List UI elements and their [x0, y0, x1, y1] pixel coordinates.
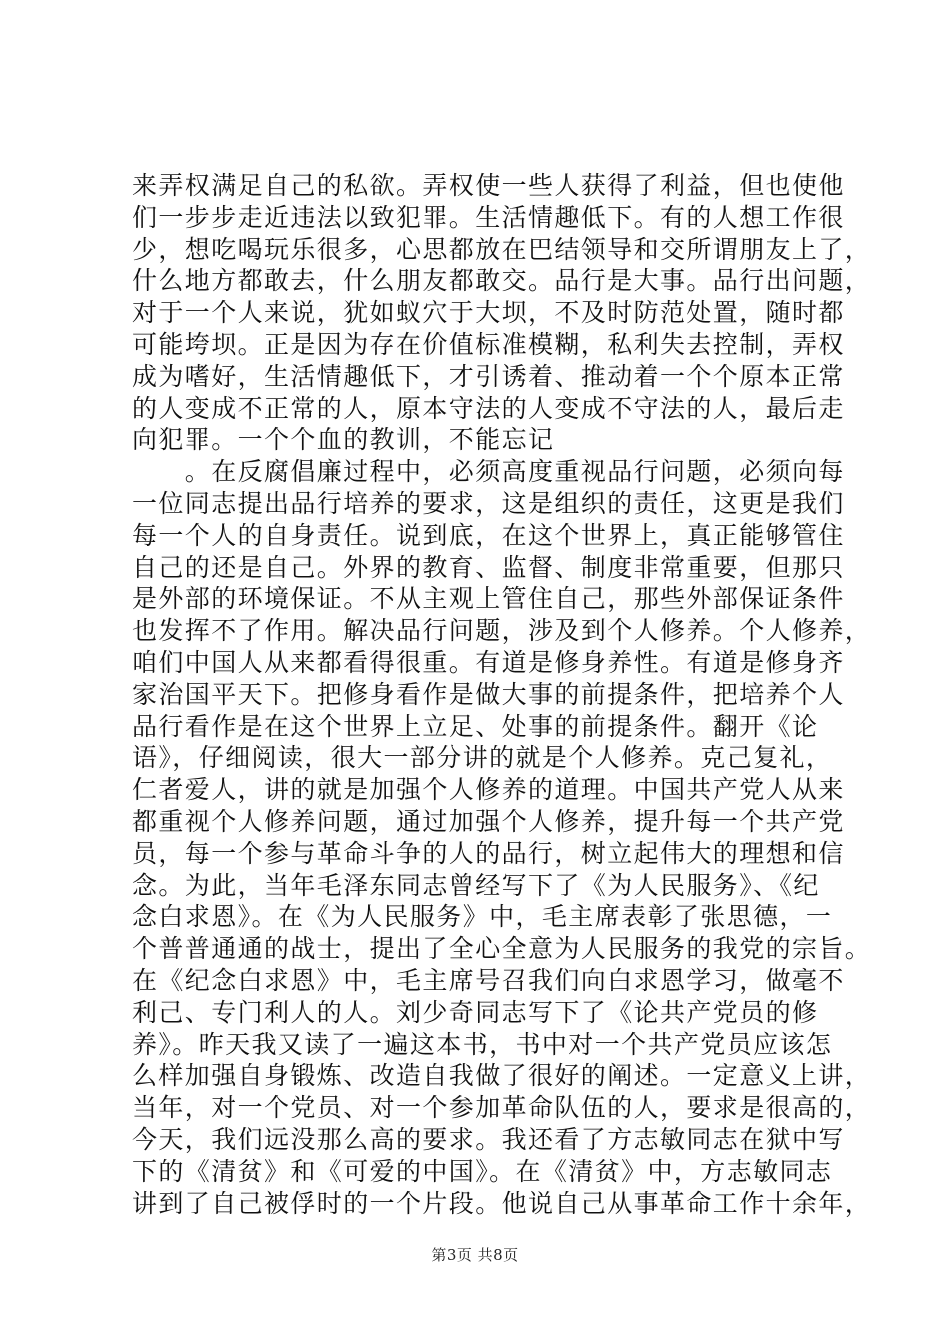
page-number-footer: 第3页 共8页: [431, 1246, 519, 1264]
text-line: 一位同志提出品行培养的要求，这是组织的责任，这更是我们: [132, 488, 845, 518]
text-line: 也发挥不了作用。解决品行问题，涉及到个人修养。个人修养，: [132, 616, 872, 646]
text-line: 品行看作是在这个世界上立足、处事的前提条件。翻开《论: [132, 711, 819, 741]
text-line: 咱们中国人从来都看得很重。有道是修身养性。有道是修身齐: [132, 647, 845, 677]
text-line: 成为嗜好，生活情趣低下，才引诱着、推动着一个个原本正常: [132, 361, 845, 391]
text-line: 对于一个人来说，犹如蚁穴于大坝，不及时防范处置，随时都: [132, 298, 845, 328]
text-line: 语》，仔细阅读，很大一部分讲的就是个人修养。克己复礼，: [132, 743, 833, 773]
text-line: 今天，我们远没那么高的要求。我还看了方志敏同志在狱中写: [132, 1124, 845, 1154]
text-line: 可能垮坝。正是因为存在价值标准模糊，私利失去控制，弄权: [132, 329, 845, 359]
text-line: 向犯罪。一个个血的教训，不能忘记: [132, 425, 555, 455]
text-line: 的人变成不正常的人，原本守法的人变成不守法的人，最后走: [132, 393, 845, 423]
text-line: 讲到了自己被俘时的一个片段。他说自己从事革命工作十余年，: [132, 1188, 872, 1218]
text-line: 员，每一个参与革命斗争的人的品行，树立起伟大的理想和信: [132, 838, 845, 868]
text-line: 念白求恩》。在《为人民服务》中，毛主席表彰了张思德，一: [132, 902, 833, 932]
text-line: 什么地方都敢去，什么朋友都敢交。品行是大事。品行出问题，: [132, 266, 872, 296]
text-line: 是外部的环境保证。不从主观上管住自己，那些外部保证条件: [132, 584, 845, 614]
text-line: 少，想吃喝玩乐很多，心思都放在巴结领导和交所谓朋友上了，: [132, 234, 872, 264]
text-line: 养》。昨天我又读了一遍这本书，书中对一个共产党员应该怎: [132, 1029, 833, 1059]
text-line: 仁者爱人，讲的就是加强个人修养的道理。中国共产党人从来: [132, 775, 845, 805]
text-line: 来弄权满足自己的私欲。弄权使一些人获得了利益，但也使他: [132, 171, 845, 200]
text-line: 个普普通通的战士，提出了全心全意为人民服务的我党的宗旨。: [132, 934, 872, 964]
text-line: 每一个人的自身责任。说到底，在这个世界上，真正能够管住: [132, 520, 845, 550]
body-text: [132, 170, 872, 1219]
text-line: 们一步步走近违法以致犯罪。生活情趣低下。有的人想工作很: [132, 202, 845, 232]
text-line: 当年，对一个党员、对一个参加革命队伍的人，要求是很高的，: [132, 1093, 872, 1123]
text-line: 都重视个人修养问题，通过加强个人修养，提升每一个共产党: [132, 806, 845, 836]
text-line: 自己的还是自己。外界的教育、监督、制度非常重要，但那只: [132, 552, 845, 582]
text-line: 。在反腐倡廉过程中，必须高度重视品行问题，必须向每: [132, 457, 845, 487]
text-line: 念。为此，当年毛泽东同志曾经写下了《为人民服务》、《纪: [132, 870, 820, 900]
text-line: 在《纪念白求恩》中，毛主席号召我们向白求恩学习，做毫不: [132, 965, 845, 995]
text-line: 利己、专门利人的人。刘少奇同志写下了《论共产党员的修: [132, 997, 819, 1027]
text-line: 下的《清贫》和《可爱的中国》。在《清贫》中，方志敏同志: [132, 1156, 833, 1186]
text-line: 么样加强自身锻炼、改造自我做了很好的阐述。一定意义上讲，: [132, 1061, 872, 1091]
text-line: 家治国平天下。把修身看作是做大事的前提条件，把培养个人: [132, 679, 845, 709]
